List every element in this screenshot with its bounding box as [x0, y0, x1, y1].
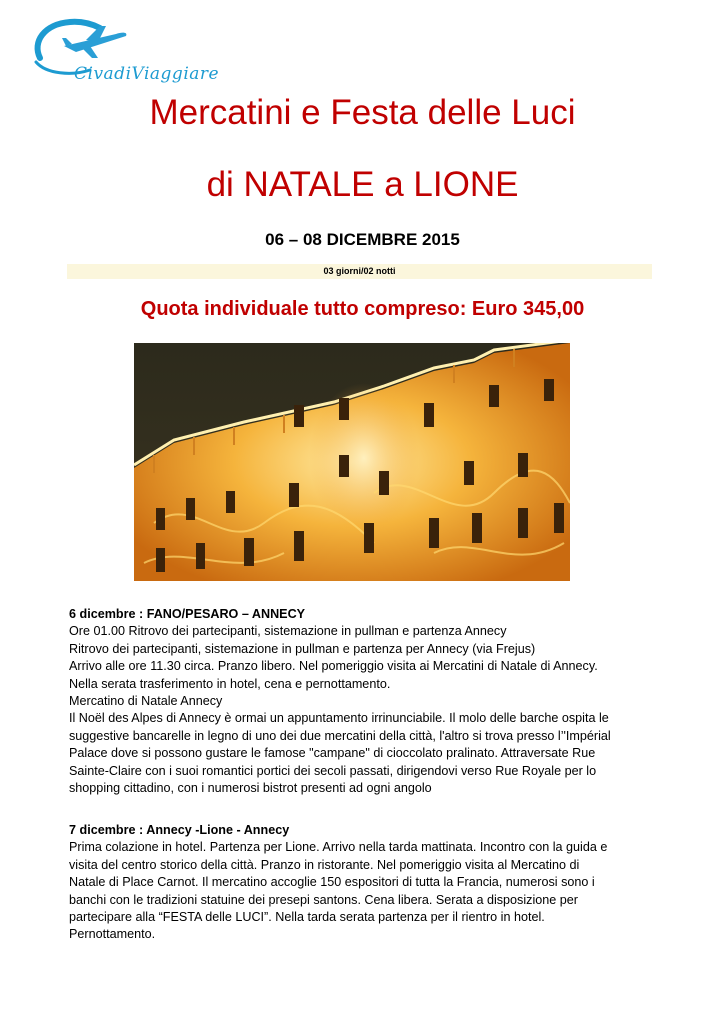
- trip-dates: 06 – 08 DICEMBRE 2015: [265, 230, 460, 249]
- day-1-line: Nella serata trasferimento in hotel, cena e pernottamento.: [69, 676, 391, 691]
- logo-text: CivadiViaggiare: [74, 64, 220, 84]
- logo: [30, 12, 220, 82]
- day-1-line: shopping cittadino, con i numerosi bistrot presenti ad ogni angolo: [69, 781, 432, 796]
- day-2-heading: 7 dicembre : Annecy -Lione - Annecy: [69, 823, 290, 837]
- day-1-line: Il Noël des Alpes di Annecy è ormai un appuntamento irrinunciabile. Il molo delle barche ospita le: [69, 711, 609, 726]
- day-1-line: Ritrovo dei partecipanti, sistemazione in pullman e partenza per Annecy (via Frejus): [69, 641, 536, 656]
- day-2-line: partecipare alla “FESTA delle LUCI”. Nella tarda serata partenza per il rientro in hotel.: [69, 910, 545, 925]
- title-line-2: di NATALE a LIONE: [206, 165, 519, 204]
- day-2-line: Pernottamento.: [69, 927, 156, 942]
- palace-lights-photo: [134, 343, 570, 581]
- day-2-section: [69, 822, 669, 944]
- day-1-line: Mercatino di Natale Annecy: [69, 694, 223, 709]
- trip-duration: 03 giorni/02 notti: [67, 264, 652, 279]
- day-1-line: Ore 01.00 Ritrovo dei partecipanti, sistemazione in pullman e partenza Annecy: [69, 624, 507, 639]
- day-1-line: Palace dove si possono gustare le famose "campane" di cioccolato pralinato. Attraversate Rue: [69, 746, 596, 761]
- day-1-line: Arrivo alle ore 11.30 circa. Pranzo libero. Nel pomeriggio visita ai Mercatini di Natale di Annecy.: [69, 659, 598, 674]
- day-1-line: Sainte-Claire con i suoi romantici portici dei secoli passati, dirigendovi verso Rue Royale per lo: [69, 763, 597, 778]
- day-1-heading: 6 dicembre : FANO/PESARO – ANNECY: [69, 607, 306, 621]
- day-2-line: Natale di Place Carnot. Il mercatino accoglie 150 espositori di tutta la Francia, numerosi sono i: [69, 875, 595, 890]
- price-line: Quota individuale tutto compreso: Euro 345,00: [140, 298, 585, 320]
- day-1-section: [69, 606, 669, 797]
- day-2-line: Prima colazione in hotel. Partenza per Lione. Arrivo nella tarda mattinata. Incontro con la guida e: [69, 840, 608, 855]
- day-2-line: visita del centro storico della città. Pranzo in ristorante. Nel pomeriggio visita al Mercatino di: [69, 857, 580, 872]
- day-1-line: suggestive bancarelle in legno di uno dei due mercatini della città, l'altro si trova presso l’'Impérial: [69, 728, 611, 743]
- day-2-line: banchi con le tradizioni statuine dei presepi santons. Cena libera. Serata a disposizione per: [69, 892, 578, 907]
- title-line-1: Mercatini e Festa delle Luci: [149, 93, 576, 132]
